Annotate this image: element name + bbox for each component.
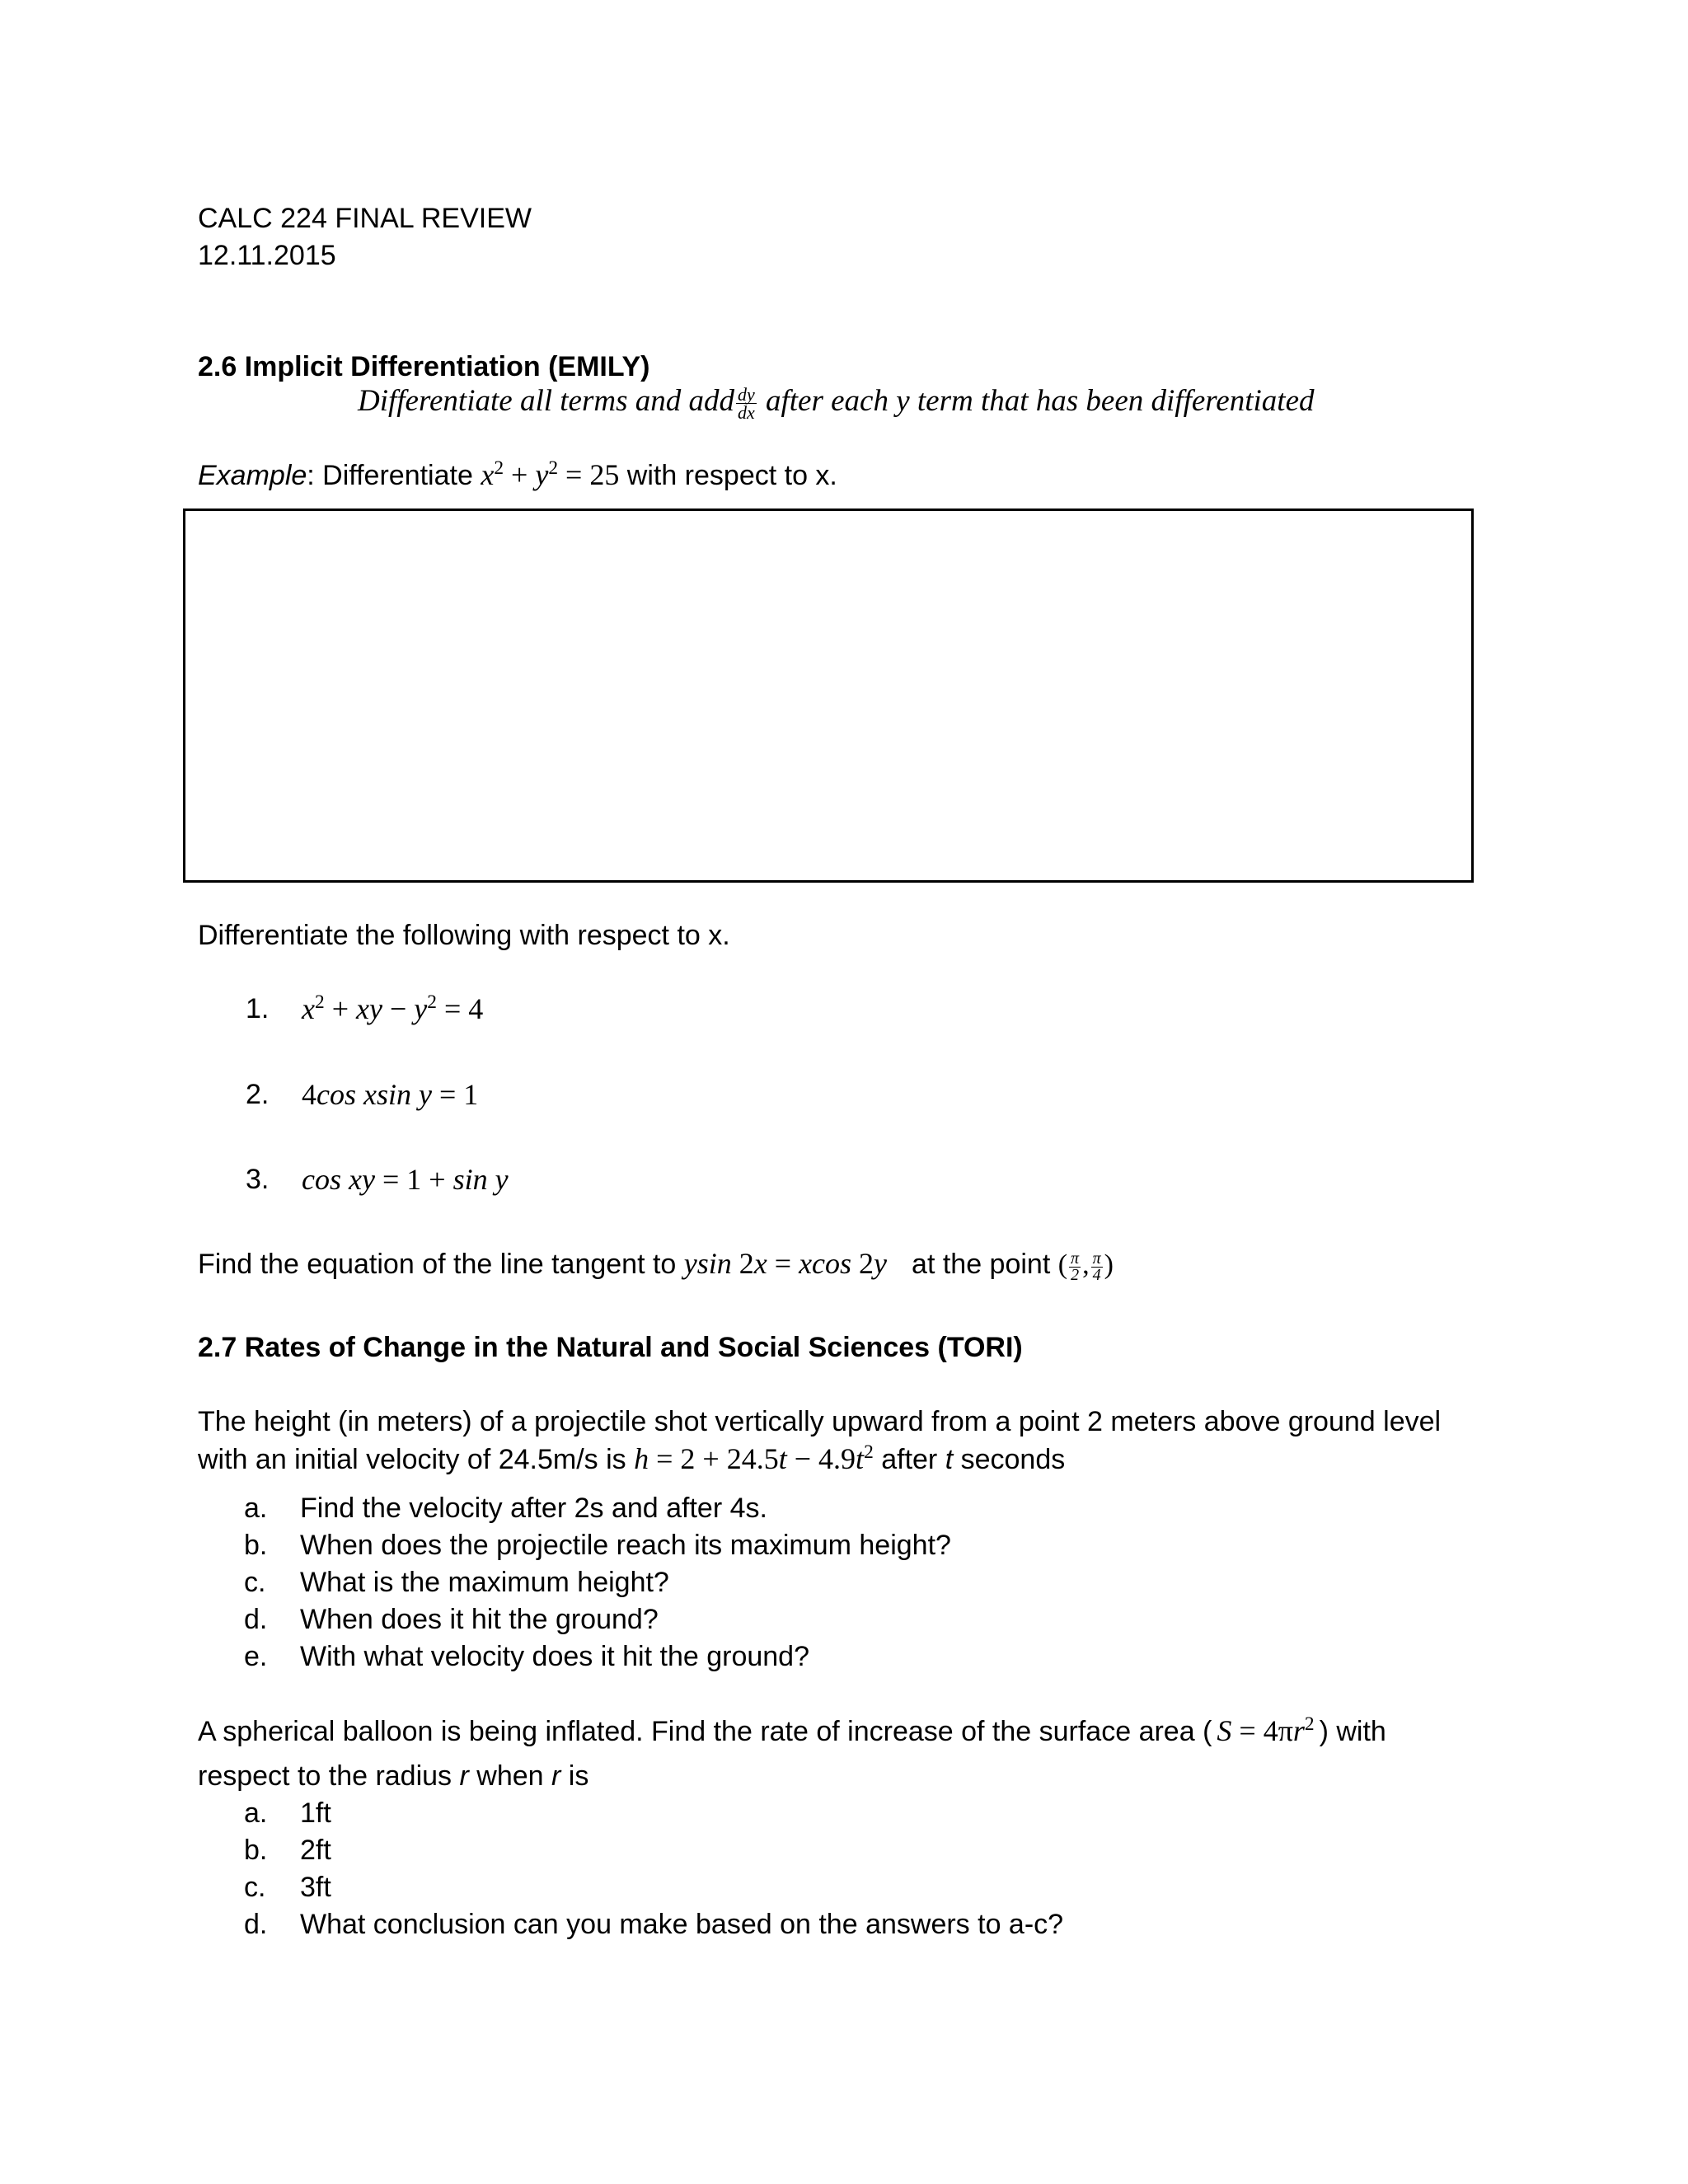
- projectile-item-d: [244, 1601, 1233, 1638]
- projectile-item-a: [244, 1490, 1233, 1527]
- item-label: a.: [244, 1493, 268, 1524]
- balloon-text-post: ) with: [1319, 1716, 1386, 1747]
- item-label: c.: [244, 1567, 266, 1598]
- projectile-item-c: [244, 1564, 1233, 1601]
- section-heading-rates-of-change: 2.7 Rates of Change in the Natural and Social Sciences (TORI): [198, 1332, 1023, 1363]
- balloon-text-r1: r: [459, 1760, 469, 1792]
- projectile-text-t: t: [945, 1444, 954, 1475]
- problem-number: 2.: [246, 1079, 270, 1110]
- example-text-pre: : Differentiate: [307, 460, 481, 491]
- dy-dx-fraction: $\frac{dy}{dx}$: [737, 384, 755, 424]
- example-line: [198, 457, 837, 494]
- item-text: What conclusion can you make based on the answers to a-c?: [300, 1909, 1064, 1940]
- balloon-item-c: [244, 1869, 1233, 1906]
- item-label: a.: [244, 1797, 268, 1829]
- item-text: When does the projectile reach its maximum height?: [300, 1530, 951, 1561]
- instruction-text-post: after each y term that has been differentiated: [757, 384, 1315, 418]
- projectile-text-after: after: [873, 1444, 945, 1475]
- item-label: d.: [244, 1909, 268, 1940]
- balloon-text-b: when: [468, 1760, 552, 1792]
- section-heading-implicit-differentiation: 2.6 Implicit Differentiation (EMILY): [198, 351, 650, 382]
- balloon-text-a: respect to the radius: [198, 1760, 460, 1792]
- projectile-item-b: [244, 1527, 1233, 1564]
- course-title: CALC 224 FINAL REVIEW: [198, 203, 532, 234]
- example-equation: $x^2 + y^2 = 25$: [481, 457, 620, 491]
- balloon-line-1: [198, 1713, 1386, 1750]
- problem-equation: $x^2$ + xy − $y^2 = 4$: [302, 991, 484, 1025]
- problem-equation: 4cos xsin y = 1: [302, 1078, 479, 1111]
- problem-2: [246, 1076, 905, 1118]
- tangent-point: ( $\frac{\pi}{2}$ , $\frac{\pi}{4}$ ): [1057, 1249, 1114, 1284]
- item-text: 3ft: [300, 1872, 331, 1903]
- problem-number: 1.: [246, 993, 270, 1024]
- item-label: b.: [244, 1530, 268, 1561]
- item-text: With what velocity does it hit the ground?: [300, 1641, 809, 1672]
- item-text: When does it hit the ground?: [300, 1604, 659, 1635]
- instruction-text-pre: Differentiate all terms and add: [358, 384, 734, 418]
- balloon-text-c: is: [560, 1760, 589, 1792]
- balloon-item-a: [244, 1795, 1233, 1832]
- item-label: c.: [244, 1872, 266, 1903]
- document-date: 12.11.2015: [198, 240, 336, 271]
- problem-equation: cos xy = 1 + sin y: [302, 1163, 509, 1196]
- tangent-equation: ysin 2x = xcos 2y: [683, 1247, 888, 1280]
- item-text: Find the velocity after 2s and after 4s.: [300, 1493, 767, 1524]
- example-answer-box[interactable]: [183, 509, 1474, 883]
- balloon-line-2: [198, 1758, 588, 1795]
- instruction-line: [358, 381, 1315, 422]
- problem-1: [246, 991, 905, 1032]
- differentiate-prompt: Differentiate the following with respect to x.: [198, 920, 730, 951]
- balloon-text-pre: A spherical balloon is being inflated. Find the rate of increase of the surface area (: [198, 1716, 1212, 1747]
- projectile-text-seconds: seconds: [953, 1444, 1066, 1475]
- balloon-item-b: [244, 1832, 1233, 1869]
- surface-area-formula: $S = 4\pi r^2$: [1217, 1713, 1315, 1747]
- tangent-line-problem: [198, 1245, 1114, 1283]
- example-text-post: with respect to x.: [619, 460, 837, 491]
- balloon-text-r2: r: [551, 1760, 561, 1792]
- projectile-item-e: [244, 1638, 1233, 1675]
- item-label: e.: [244, 1641, 268, 1672]
- example-label: Example: [198, 460, 307, 491]
- tangent-text-pre: Find the equation of the line tangent to: [198, 1249, 684, 1280]
- projectile-text-pre: with an initial velocity of 24.5m/s is: [198, 1444, 635, 1475]
- projectile-line-1: The height (in meters) of a projectile shot vertically upward from a point 2 meters above ground level: [198, 1406, 1442, 1437]
- item-label: b.: [244, 1835, 268, 1866]
- item-text: 1ft: [300, 1797, 331, 1829]
- balloon-item-d: [244, 1906, 1315, 1943]
- item-label: d.: [244, 1604, 268, 1635]
- problem-3: [246, 1161, 905, 1202]
- tangent-text-mid: at the point: [912, 1249, 1058, 1280]
- projectile-line-2: [198, 1441, 1065, 1479]
- item-text: 2ft: [300, 1835, 331, 1866]
- height-equation: $h = 2 + 24.5t - 4.9t^2$: [634, 1441, 874, 1475]
- item-text: What is the maximum height?: [300, 1567, 669, 1598]
- problem-number: 3.: [246, 1164, 270, 1195]
